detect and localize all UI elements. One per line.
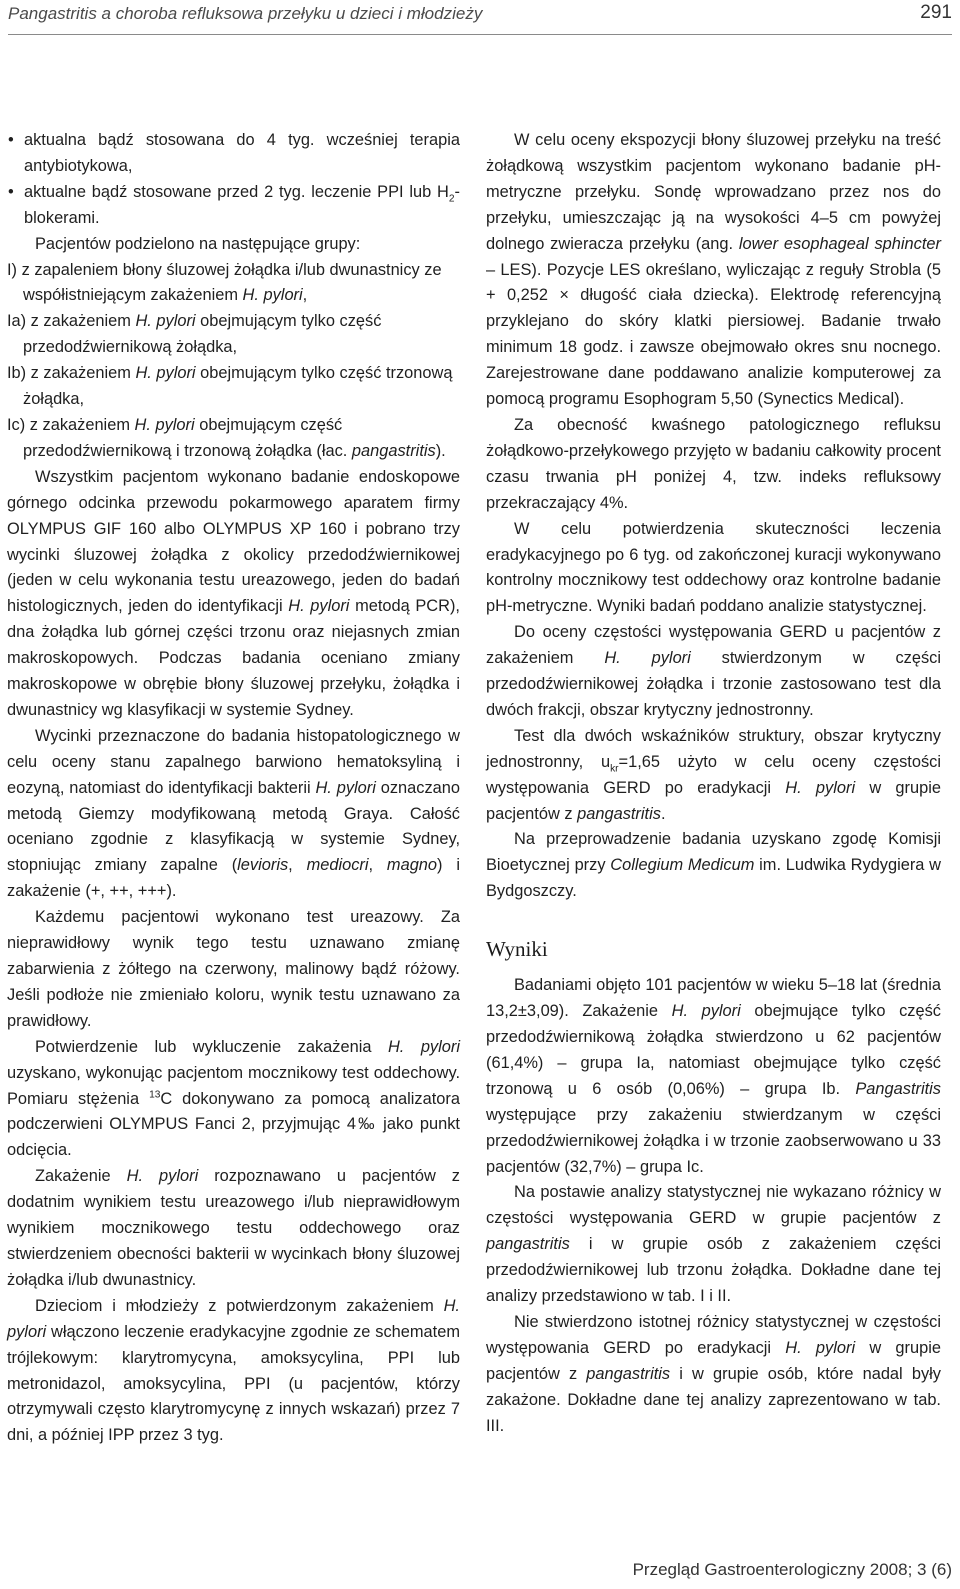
journal-footer: Przegląd Gastroenterologiczny 2008; 3 (6) bbox=[632, 1560, 952, 1579]
right-column bbox=[486, 128, 941, 1440]
page-number: 291 bbox=[920, 2, 952, 23]
paragraph: Badaniami objęto 101 pacjentów w wieku 5–18 lat (średnia 13,2±3,09). Zakażenie H. pylori obejmujące tylko część przedodźwiernikową żołądka stwierdzono u 62 pacjentów (61,4%) – grupa Ia, natomiast obejmujące tylko część trzonową u 6 osób (0,06%) – grupa Ib. Pangastritis występujące przy zakażeniu stwierdzanym w części przedodźwiernikowej żołądka i w trzonie zaobserwowano u 33 pacjentów (32,7%) – grupa Ic. bbox=[486, 976, 941, 1176]
paragraph: Nie stwierdzono istotnej różnicy statystycznej w częstości występowania GERD po eradykacji H. pylori w grupie pacjentów z pangastritis i w grupie osób, które nadal były zakażone. Dokładne dane tej analizy zaprezentowano w tab. III. bbox=[486, 1312, 941, 1435]
paragraph: Do oceny częstości występowania GERD u pacjentów z zakażeniem H. pylori stwierdzonym w części przedodźwiernikowej żołądka i trzonie zastosowano test dla dwóch frakcji, obszar krytyczny jednostronny. bbox=[486, 623, 941, 719]
list-item: • aktualne bądź stosowane przed 2 tyg. leczenie PPI lub $H_2$-blokerami. bbox=[7, 180, 460, 232]
section-heading-results: Wyniki bbox=[486, 937, 548, 962]
running-title: Pangastritis a choroba refluksowa przełyku u dzieci i młodzieży bbox=[8, 4, 483, 23]
page-header bbox=[8, 0, 952, 40]
paragraph: Na postawie analizy statystycznej nie wykazano różnicy w częstości występowania GERD w grupie pacjentów z pangastritis i w grupie osób z zakażeniem części przedodźwiernikowej lub trzonu żołądka. Dokładne dane tej analizy przedstawiono w tab. I i II. bbox=[486, 1183, 941, 1306]
paragraph: W celu potwierdzenia skuteczności leczenia eradykacyjnego po 6 tyg. od zakończonej kuracji wykonywano kontrolny mocznikowy test oddechowy oraz kontrolne badanie pH-metryczne. Wyniki badań poddano analizie statystycznej. bbox=[486, 519, 941, 616]
left-column bbox=[7, 128, 460, 1449]
list-item: • aktualna bądź stosowana do 4 tyg. wcześniej terapia antybiotykowa, bbox=[7, 128, 460, 180]
paragraph: Dzieciom i młodzieży z potwierdzonym zakażeniem H. pylori włączono leczenie eradykacyjne zgodnie ze schematem trójlekowym: klarytromycyna, amoksycylina, PPI lub metronidazol, amoksycylina, PPI (u pacjentów, którzy otrzymywali często klarytromycynę z innych wskazań) przez 7 dni, a później IPP przez 3 tyg. bbox=[7, 1296, 460, 1445]
paragraph: Na przeprowadzenie badania uzyskano zgodę Komisji Bioetycznej przy Collegium Medicum im. Ludwika Rydygiera w Bydgoszczy. bbox=[486, 830, 942, 901]
header-divider bbox=[8, 34, 952, 35]
group-item: Ia) z zakażeniem H. pylori obejmującym tylko część przedodźwiernikową żołądka, bbox=[7, 312, 382, 357]
paragraph: Wszystkim pacjentom wykonano badanie endoskopowe górnego odcinka przewodu pokarmowego aparatem firmy OLYMPUS GIF 160 albo OLYMPUS XP 160 i pobrano trzy wycinki śluzowej żołądka z okolicy przedodźwiernikowej (jeden w celu wykonania testu ureazowego, jeden do badań histologicznych, jeden do identyfikacji H. pylori metodą PCR), dna żołądka lub górnej części trzonu oraz niejasnych zmian makroskopowych. Podczas badania oceniano zmiany makroskopowe w obrębie błony śluzowej przełyku, żołądka i dwunastnicy wg klasyfikacji w systemie Sydney. bbox=[7, 467, 460, 719]
paragraph: Zakażenie H. pylori rozpoznawano u pacjentów z dodatnim wynikiem testu ureazowego i/lub nieprawidłowym wynikiem mocznikowego testu oddechowego oraz stwierdzeniem obecności bakterii w wycinkach błony śluzowej żołądka i/lub dwunastnicy. bbox=[7, 1167, 460, 1289]
paragraph: Wycinki przeznaczone do badania histopatologicznego w celu oceny stanu zapalnego barwiono hematoksyliną i eozyną, natomiast do identyfikacji bakterii H. pylori oznaczano metodą Giemzy modyfikowaną metodą Graya. Całość oceniano zgodnie z klasyfikacją w systemie Sydney, stopniując zmiany zapalne (levioris, mediocri, magno) i zakażenie (+, ++, +++). bbox=[7, 726, 460, 901]
paragraph: Każdemu pacjentowi wykonano test ureazowy. Za nieprawidłowy wynik tego testu uznawano zmianę zabarwienia z żółtego na czerwony, malinowy bądź różowy. Jeśli podłoże nie zmieniało koloru, wynik testu uznawano za prawidłowy. bbox=[7, 908, 460, 1030]
group-item: I) z zapaleniem błony śluzowej żołądka i/lub dwunastnicy ze współistniejącym zakażeniem H. pylori, bbox=[7, 260, 442, 305]
paragraph: Potwierdzenie lub wykluczenie zakażenia H. pylori uzyskano, wykonując pacjentom mocznikowy test oddechowy. Pomiaru stężenia $^{13}$C dokonywano za pomocą analizatora podczerwieni OLYMPUS Fanci 2, przyjmując 4‰ jako punkt odcięcia. bbox=[7, 1037, 460, 1160]
paragraph: Pacjentów podzielono na następujące grupy: bbox=[35, 234, 361, 253]
paragraph: W celu oceny ekspozycji błony śluzowej przełyku na treść żołądkową wszystkim pacjentom wykonano badanie pH-metryczne przełyku. Sondę wprowadzano przez nos do przełyku, umieszczając ją na wysokości 4–5 cm powyżej dolnego zwieracza przełyku (ang. lower esophageal sphincter – LES). Pozycje LES określano, wyliczając z reguły Strobla (5 + 0,252 × długość ciała dziecka). Elektrodę referencyjną przyklejano do skóry klatki piersiowej. Badanie trwało minimum 18 godz. i zawsze obejmowało okres snu nocnego. Zarejestrowane dane poddawano analizie komputerowej za pomocą programu Esophogram 5,50 (Synectics Medical). bbox=[486, 131, 941, 409]
paragraph: Test dla dwóch wskaźników struktury, obszar krytyczny jednostronny, $u_{kr}=1,65$ użyto w celu oceny częstości występowania GERD po eradykacji H. pylori w grupie pacjentów z pangastritis. bbox=[486, 726, 941, 823]
paragraph: Za obecność kwaśnego patologicznego refluksu żołądkowo-przełykowego przyjęto w badaniu całkowity procent czasu trwania pH poniżej 4, tzw. indeks refluksowy przekraczający 4%. bbox=[486, 415, 941, 512]
group-item: Ib) z zakażeniem H. pylori obejmującym tylko część trzonową żołądka, bbox=[7, 364, 453, 409]
exclusion-list bbox=[7, 128, 460, 232]
group-item: Ic) z zakażeniem H. pylori obejmującym część przedodźwiernikową i trzonową żołądka (łac. pangastritis). bbox=[7, 415, 446, 460]
